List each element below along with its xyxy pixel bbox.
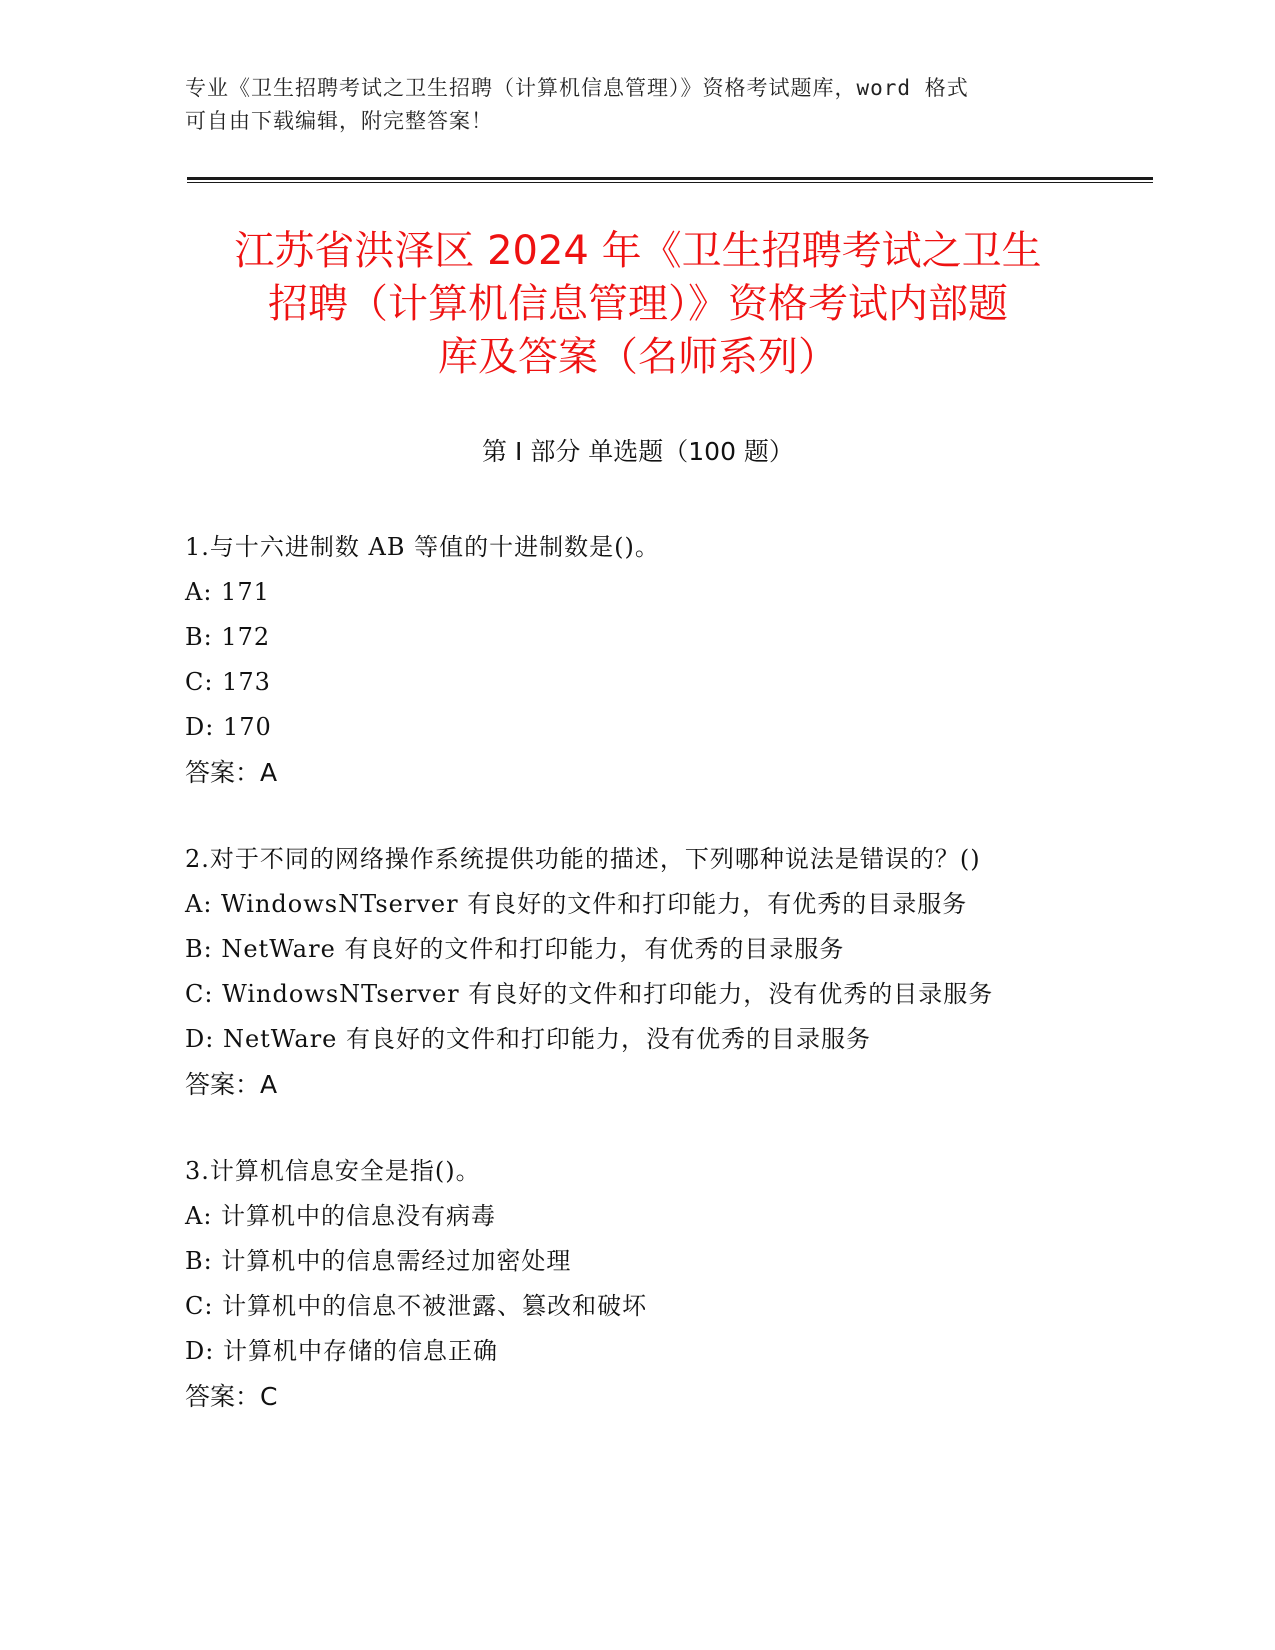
option-d: D: 170 [185,713,272,741]
answer-line: 答案：A [185,1070,278,1099]
option-b: B: NetWare 有良好的文件和打印能力，有优秀的目录服务 [185,935,845,963]
option-c: C: 173 [185,668,271,696]
document-title-line-1: 江苏省洪泽区 2024 年《卫生招聘考试之卫生 [234,228,1042,274]
option-b: B: 172 [185,623,271,651]
question-2 [185,837,1085,1107]
option-b: B: 计算机中的信息需经过加密处理 [185,1247,572,1275]
header-divider-thick [187,177,1153,180]
section-heading: 第 I 部分 单选题（100 题） [482,437,794,466]
answer-line: 答案：C [185,1382,278,1411]
question-stem: 1.与十六进制数 AB 等值的十进制数是()。 [185,533,660,561]
option-d: D: NetWare 有良好的文件和打印能力，没有优秀的目录服务 [185,1025,871,1053]
header-note [185,72,1075,138]
question-1 [185,525,1085,795]
document-title-line-2: 招聘（计算机信息管理）》资格考试内部题 [268,281,1008,327]
answer-line: 答案：A [185,758,278,787]
question-stem: 3.计算机信息安全是指()。 [185,1157,481,1185]
question-stem: 2.对于不同的网络操作系统提供功能的描述，下列哪种说法是错误的？() [185,845,981,873]
header-note-line-1: 专业《卫生招聘考试之卫生招聘（计算机信息管理）》资格考试题库，word 格式 [185,76,969,100]
document-title-line-3: 库及答案（名师系列） [438,334,838,380]
header-note-line-2: 可自由下载编辑，附完整答案！ [185,109,493,133]
document-title [185,225,1091,384]
header-divider-thin [187,182,1153,183]
option-a: A: 171 [185,578,270,606]
option-a: A: WindowsNTserver 有良好的文件和打印能力，有优秀的目录服务 [185,890,968,918]
question-list [185,525,1085,1461]
option-a: A: 计算机中的信息没有病毒 [185,1202,497,1230]
option-c: C: 计算机中的信息不被泄露、篡改和破坏 [185,1292,648,1320]
question-3 [185,1149,1085,1419]
option-c: C: WindowsNTserver 有良好的文件和打印能力，没有优秀的目录服务 [185,980,994,1008]
option-d: D: 计算机中存储的信息正确 [185,1337,498,1365]
